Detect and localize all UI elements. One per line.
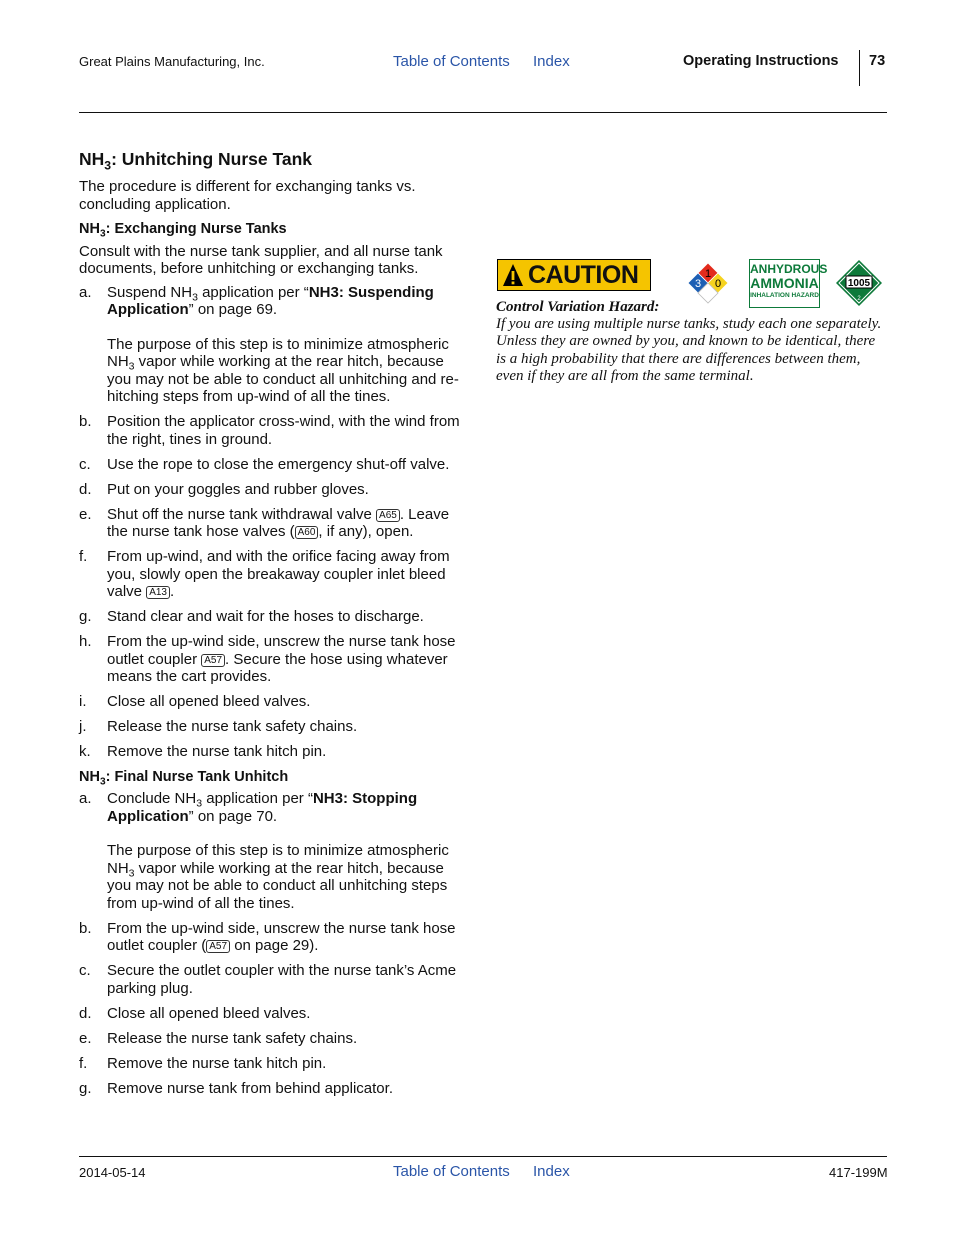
hazard-body: If you are using multiple nurse tanks, study each one separately. Unless they are owned by you, and known to be identical, there is a high probability that there are differences between them, even if they are all from the same terminal. — [496, 316, 882, 384]
list-item: j. Release the nurse tank safety chains. — [79, 718, 358, 735]
warning-icon — [502, 263, 524, 287]
un-number: 1005 — [847, 278, 871, 289]
list-item: c. Secure the outlet coupler with the nurse tank’s Acme parking plug. — [79, 962, 457, 997]
nfpa-reactivity-rating: 0 — [714, 278, 722, 290]
list-item: d. Put on your goggles and rubber gloves. — [79, 480, 369, 498]
part-ref-a65[interactable]: A65 — [376, 509, 400, 522]
list-item: k. Remove the nurse tank hitch pin. — [79, 743, 327, 760]
exchange-title: $NH_3$: Exchanging Nurse Tanks — [79, 221, 287, 240]
header-rule — [79, 112, 887, 113]
list-item: f. Remove the nurse tank hitch pin. — [79, 1054, 327, 1072]
placard-line-3: INHALATION HAZARD — [750, 292, 819, 299]
un-class: 2 — [857, 296, 861, 302]
list-item: i. Close all opened bleed valves. — [79, 693, 311, 710]
header-divider — [859, 50, 860, 86]
exchange-steps — [79, 284, 471, 761]
part-ref-a13[interactable]: A13 — [146, 586, 170, 599]
link-suspending-application[interactable]: NH3: Suspending Application — [107, 283, 434, 318]
list-item: g. Remove nurse tank from behind applicator. — [79, 1079, 393, 1097]
list-item: e. Release the nurse tank safety chains. — [79, 1029, 358, 1047]
section-title: $NH_3$: Unhitching Nurse Tank — [79, 149, 313, 173]
caution-text: CAUTION — [528, 261, 639, 289]
list-item: f. From up-wind, and with the orifice facing away from you, slowly open the breakaway coupler inlet bleed valve A13 . — [79, 548, 450, 600]
nfpa-diamond-icon — [687, 262, 729, 304]
list-item: d. Close all opened bleed valves. — [79, 1004, 311, 1022]
footer-toc-link[interactable]: Table of Contents — [393, 1163, 510, 1180]
list-item: a. Suspend $NH_3$ application per “NH3: Suspending Application” on page 69. The purpose of this step is to minimize atmospheric $NH_3$ vapor while working at the rear hitch, because you may not be able to conduct all unhitching and re-hitching steps from up-wind of all the tines. — [79, 284, 471, 406]
header-company: Great Plains Manufacturing, Inc. — [79, 54, 265, 69]
link-stopping-application[interactable]: NH3: Stopping Application — [107, 790, 418, 825]
list-item: a. Conclude $NH_3$ application per “NH3: Stopping Application” on page 70. The purpose of this step is to minimize atmospheric $NH_3$ vapor while working at the rear hitch, because you may not be able to conduct all unhitching steps from up-wind of all the tines. — [79, 790, 471, 912]
header-section-title: Operating Instructions — [683, 53, 839, 69]
step-note: The purpose of this step is to minimize atmospheric $NH_3$ vapor while working at the rear hitch, because you may not be able to conduct all unhitching and re-hitching steps from up-wind of all the tines. — [107, 335, 459, 405]
part-ref-a57[interactable]: A57 — [206, 940, 230, 953]
header-index-link[interactable]: Index — [533, 53, 570, 70]
step-note: The purpose of this step is to minimize atmospheric $NH_3$ vapor while working at the rear hitch, because you may not be able to conduct all unhitching steps from up-wind of all the tines. — [107, 842, 449, 912]
un-placard-icon — [835, 259, 883, 307]
caution-label — [497, 259, 651, 291]
list-item: g. Stand clear and wait for the hoses to discharge. — [79, 608, 424, 625]
footer-date: 2014-05-14 — [79, 1165, 146, 1180]
part-ref-a57[interactable]: A57 — [201, 654, 225, 667]
part-ref-a60[interactable]: A60 — [295, 526, 319, 539]
nfpa-health-rating: 3 — [694, 278, 702, 290]
section-intro: The procedure is different for exchanging tanks vs. concluding application. — [79, 178, 416, 213]
list-item: c. Use the rope to close the emergency shut-off valve. — [79, 455, 450, 473]
final-title: $NH_3$: Final Nurse Tank Unhitch — [79, 768, 289, 788]
placard-line-2: AMMONIA — [750, 275, 819, 291]
exchange-intro: Consult with the nurse tank supplier, and all nurse tank documents, before unhitching or exchanging tanks. — [79, 242, 443, 277]
footer-rule — [79, 1156, 887, 1157]
header-toc-link[interactable]: Table of Contents — [393, 53, 510, 70]
list-item: b. From the up-wind side, unscrew the nurse tank hose outlet coupler ( A57 on page 29). — [79, 919, 456, 954]
footer-doc-number: 417-199M — [829, 1165, 888, 1180]
page-number: 73 — [869, 53, 886, 69]
main-column — [79, 148, 471, 1105]
hazard-title: Control Variation Hazard: — [496, 299, 660, 315]
list-item: h. From the up-wind side, unscrew the nurse tank hose outlet coupler A57 . Secure the hose using whatever means the cart provides. — [79, 633, 456, 685]
final-steps — [79, 790, 471, 1097]
footer-index-link[interactable]: Index — [533, 1163, 570, 1180]
anhydrous-ammonia-placard — [749, 259, 828, 308]
list-item: b. Position the applicator cross-wind, with the wind from the right, tines in ground. — [79, 413, 460, 448]
list-item: e. Shut off the nurse tank withdrawal valve A65 . Leave the nurse tank hose valves ( A60 , if any), open. — [79, 505, 450, 540]
placard-line-1: ANHYDROUS — [750, 262, 828, 276]
nfpa-fire-rating: 1 — [704, 268, 712, 280]
